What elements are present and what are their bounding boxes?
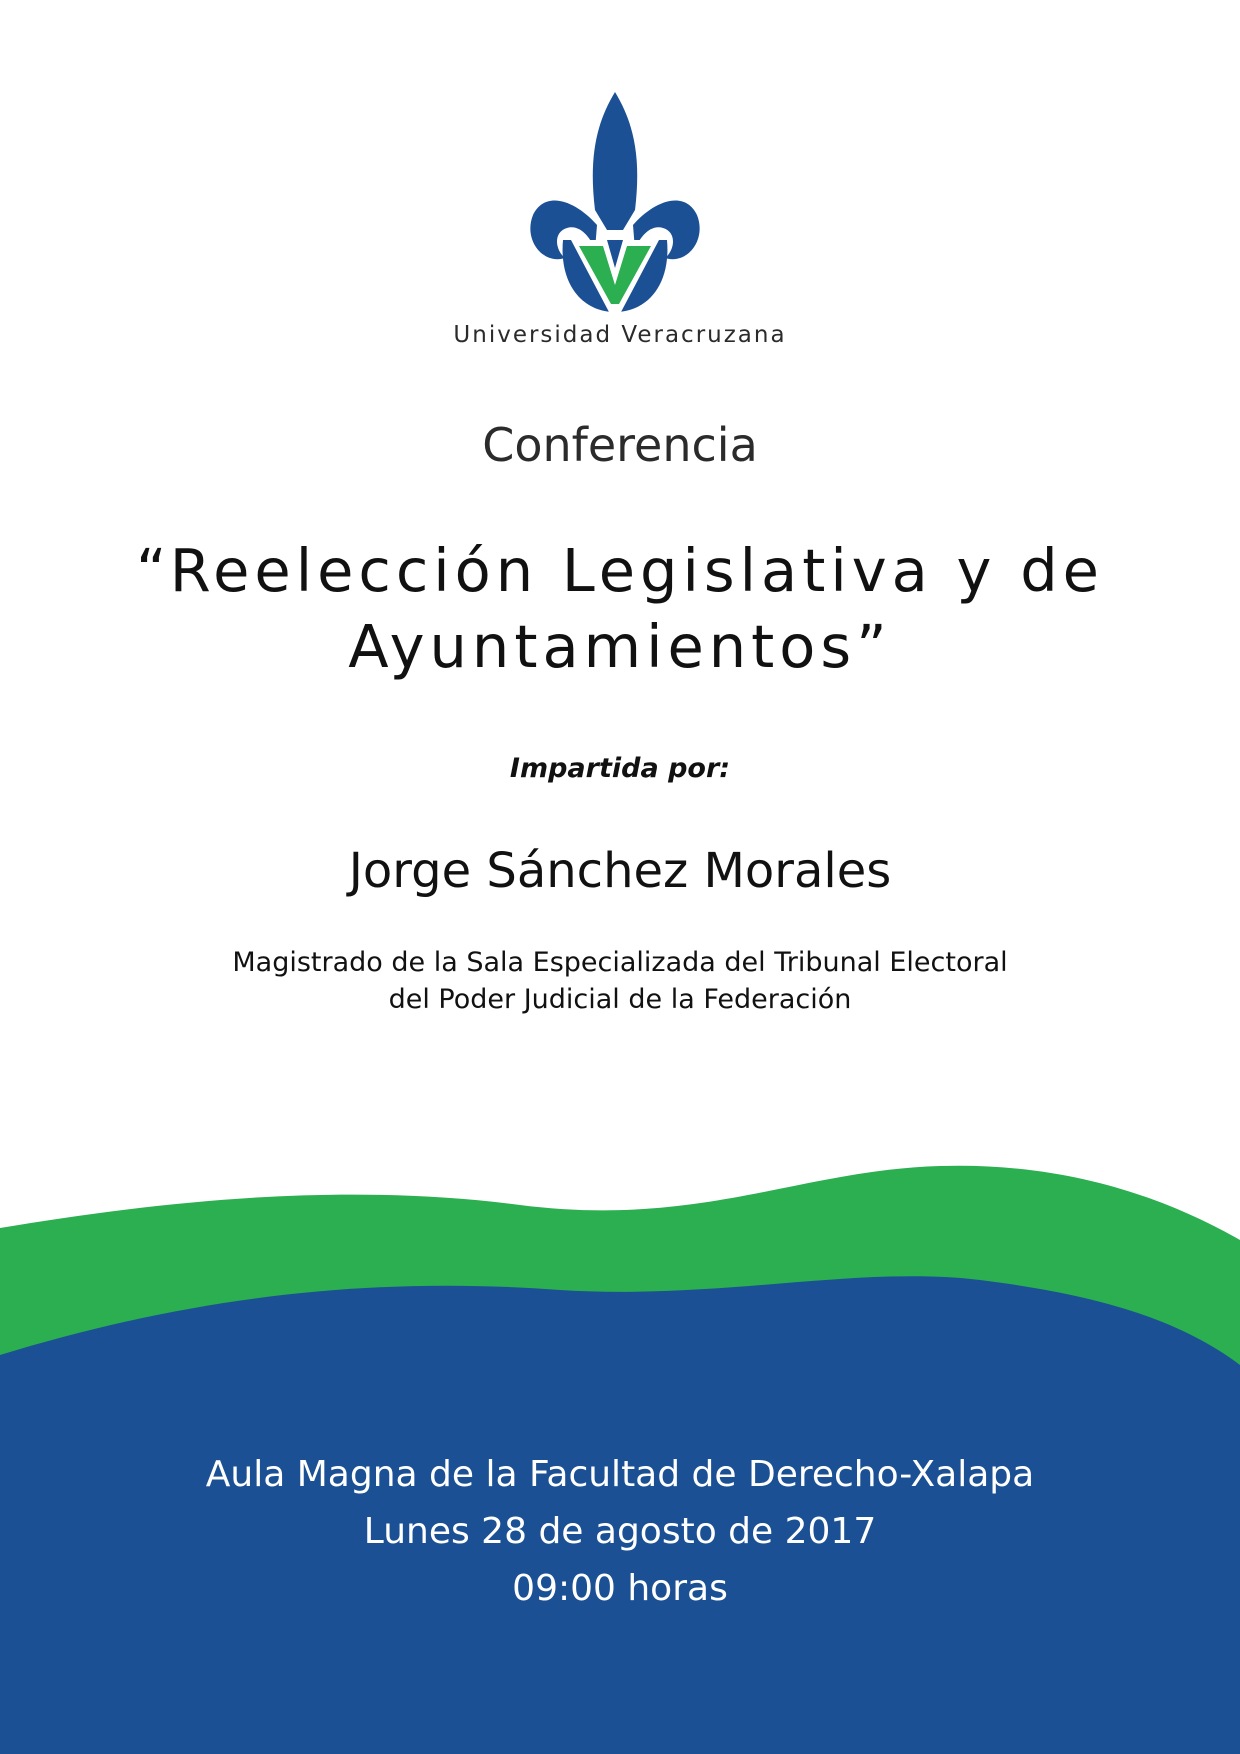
speaker-role-line-2: del Poder Judicial de la Federación (388, 984, 852, 1015)
speaker-role (0, 944, 1240, 1018)
speaker-name: Jorge Sánchez Morales (348, 843, 892, 899)
taught-by-label: Impartida por: (509, 753, 731, 784)
logo-center-petal (593, 92, 637, 230)
event-info (0, 1446, 1240, 1617)
event-date: Lunes 28 de agosto de 2017 (363, 1511, 877, 1552)
event-time: 09:00 horas (512, 1568, 728, 1609)
university-logo-icon (525, 90, 705, 315)
conference-title: “Reelección Legislativa y de Ayuntamientos” (136, 536, 1104, 681)
speaker-role-line-1: Magistrado de la Sala Especializada del Tribunal Electoral (232, 947, 1008, 978)
university-name: Universidad Veracruzana (453, 322, 787, 348)
event-venue: Aula Magna de la Facultad de Derecho-Xalapa (205, 1454, 1035, 1495)
conference-label: Conferencia (482, 418, 758, 472)
